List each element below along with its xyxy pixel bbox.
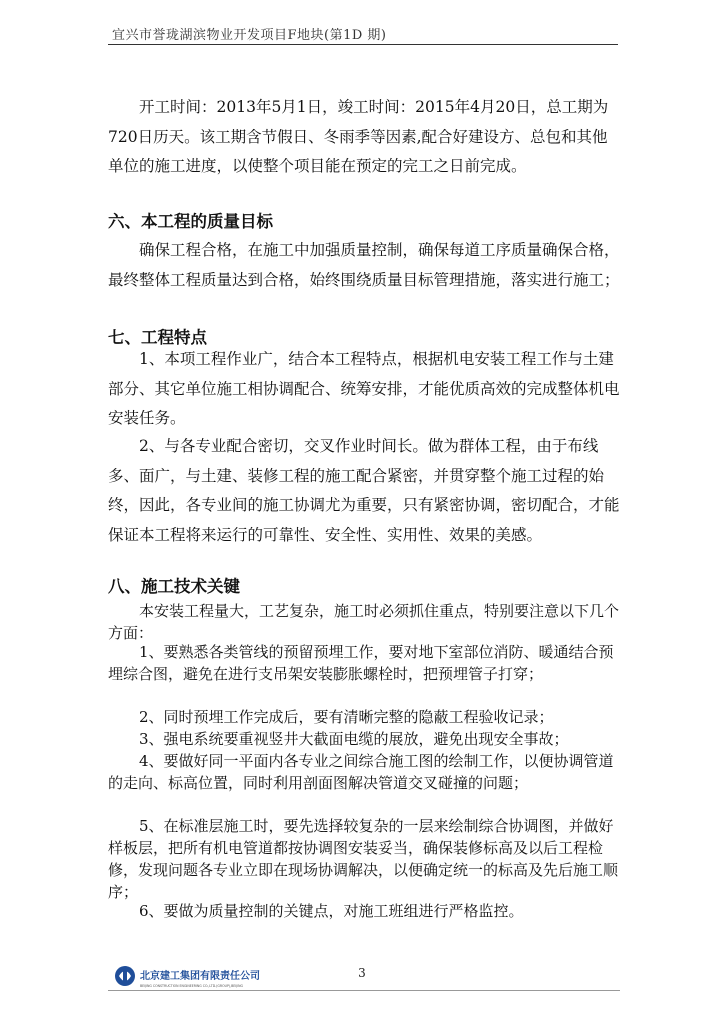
section-heading-quality-goal: 六、本工程的质量目标 bbox=[108, 212, 273, 231]
paragraph-technical-key-3: 3、强电系统要重视竖井大截面电缆的展放，避免出现安全事故； bbox=[139, 730, 569, 748]
company-logo bbox=[112, 962, 262, 992]
paragraph-quality-goal: 确保工程合格，在施工中加强质量控制，确保每道工序质量确保合格，最终整体工程质量达到合格，始终围绕质量目标管理措施，落实进行施工； bbox=[108, 241, 620, 289]
header-title: 宜兴市誉珑湖滨物业开发项目F地块(第1D 期) bbox=[112, 28, 387, 43]
company-name: 北京建工集团有限责任公司 bbox=[140, 971, 260, 982]
footer-rule bbox=[108, 990, 620, 991]
paragraph-feature-1: 1、本项工程作业广，结合本工程特点，根据机电安装工程工作与土建部分、其它单位施工相协调配合、统筹安排，才能优质高效的完成整体机电安装任务。 bbox=[108, 350, 620, 427]
paragraph-technical-key-4: 4、要做好同一平面内各专业之间综合施工图的绘制工作，以便协调管道的走向、标高位置，同时利用剖面图解决管道交叉碰撞的问题； bbox=[108, 752, 614, 792]
paragraph-technical-key-1: 1、要熟悉各类管线的预留预埋工作，要对地下室部位消防、暖通结合预埋综合图，避免在进行支吊架安装膨胀螺栓时，把预埋管子打穿； bbox=[108, 643, 614, 683]
header-rule bbox=[108, 44, 618, 45]
company-logo-icon bbox=[112, 962, 262, 992]
paragraph-technical-key-6: 6、要做为质量控制的关键点，对施工班组进行严格监控。 bbox=[139, 902, 524, 920]
section-heading-technical-keys: 八、施工技术关键 bbox=[108, 577, 240, 596]
paragraph-schedule: 开工时间：2013年5月1日，竣工时间：2015年4月20日，总工期为720日历天。该工期含节假日、冬雨季等因素,配合好建设方、总包和其他单位的施工进度，以使整个项目能在预定的完工之日前完成。 bbox=[108, 98, 609, 175]
paragraph-technical-key-5: 5、在标准层施工时，要先选择较复杂的一层来绘制综合协调图，并做好样板层，把所有机电管道都按协调图安装妥当，确保装修标高及以后工程检修，发现问题各专业立即在现场协调解决，以便确定统一的标高及先后施工顺序； bbox=[108, 817, 619, 901]
page-number: 3 bbox=[358, 966, 366, 980]
company-name-en: BEIJING CONSTRUCTION ENGINEERING CO.,LTD.(GROUP),BEIJING bbox=[140, 984, 243, 988]
paragraph-feature-2: 2、与各专业配合密切，交叉作业时间长。做为群体工程，由于布线多、面广，与土建、装修工程的施工配合紧密，并贯穿整个施工过程的始终，因此，各专业间的施工协调尤为重要，只有紧密协调，密切配合，才能保证本工程将来运行的可靠性、安全性、实用性、效果的美感。 bbox=[108, 437, 620, 544]
paragraph-technical-key-2: 2、同时预埋工作完成后，要有清晰完整的隐蔽工程验收记录； bbox=[139, 708, 554, 726]
section-heading-project-features: 七、工程特点 bbox=[108, 328, 207, 347]
paragraph-technical-intro: 本安装工程量大，工艺复杂，施工时必须抓住重点，特别要注意以下几个方面： bbox=[108, 602, 620, 642]
